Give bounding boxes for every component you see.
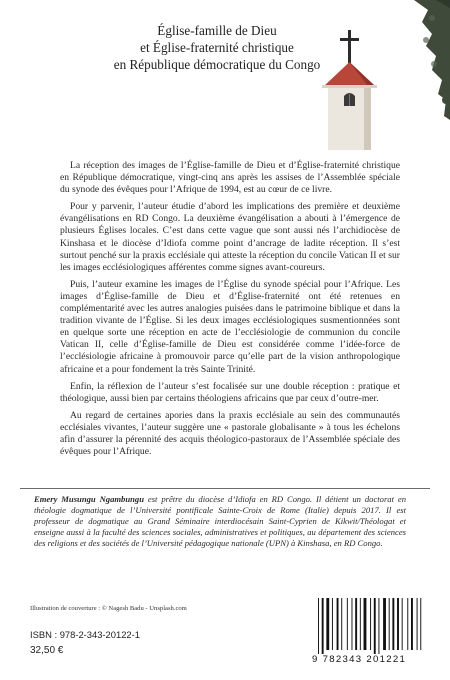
paragraph-2: Pour y parvenir, l’auteur étudie d’abord les implications des première et deuxième évangélisations en RD Congo. La deuxième évangélisation a abouti à l’émergence de plusieurs Églises locales. C’est dans cette vague que sont aussi nés l’archidiocèse de Kinshasa et le diocèse d’Idiofa comme point d’ancrage de ladite réception. Il s’est surtout penché sur la praxis ecclésiale qui atteste la réception du concile Vatican II et sur les images ecclésiologiques afférentes comme signes avant-coureurs.	[60, 201, 400, 273]
barcode-number: 9 782343 201221	[312, 654, 407, 665]
barcode-bar	[355, 598, 357, 650]
paragraph-1: La réception des images de l’Église-famille de Dieu et d’Église-fraternité christique en République démocratique, vingt-cinq ans après les assises de l’Assemblée spéciale du synode des évêques pour l’Afrique de 1994, est au cœur de ce livre.	[60, 160, 400, 196]
paragraph-5: Au regard de certaines apories dans la praxis ecclésiale au sein des communautés ecclésiales vivantes, l’auteur suggère une « pastorale globalisante » à tous les échelons afin d’assurer la pérennité des acquis théologico-pastoraux de l’Assemblée spéciale des évêques pour l’Afrique.	[60, 409, 400, 458]
illustration-credit: Illustration de couverture : © Nagesh Badu - Unsplash.com	[30, 605, 187, 612]
barcode-bar	[341, 598, 342, 650]
barcode-bar	[411, 598, 413, 650]
author-bio-text: est prêtre du diocèse d’Idiofa en RD Congo. Il détient un doctorat en théologie dogmatique de l’Université pontificale Sainte-Croix de Rome (Italie) depuis 2017. Il est professeur de dogmatique au Grand Séminaire interdiocésain Saint-Cyprien de Kikwit/Théologat et enseigne aussi à la faculté des sciences sociales, administratives et politiques, au département des sciences des religions et des sociétés de l’Université pédagogique nationale (UPN) à Kinshasa, en RD Congo.	[34, 494, 406, 548]
barcode-bar	[337, 598, 339, 650]
title-line-3: en République démocratique du Congo	[113, 57, 321, 72]
barcode-bar	[397, 598, 399, 650]
author-bio	[34, 494, 406, 549]
barcode-icon	[316, 598, 424, 654]
price: 32,50 €	[30, 645, 64, 656]
barcode-bar	[374, 598, 376, 654]
barcode-bar	[407, 598, 408, 650]
barcode-bar	[347, 598, 348, 650]
separator-line	[20, 488, 430, 489]
isbn: ISBN : 978-2-343-20122-1	[30, 629, 140, 640]
summary-text	[60, 160, 400, 463]
barcode-bar	[332, 598, 333, 650]
barcode-bar	[420, 598, 421, 650]
barcode-bar	[383, 598, 386, 650]
church-steeple-cross-icon	[286, 0, 450, 150]
barcode-bar	[360, 598, 361, 650]
barcode-bar	[322, 598, 324, 654]
barcode-bar	[326, 598, 329, 650]
paragraph-4: Enfin, la réflexion de l’auteur s’est focalisée sur une double réception : pratique et théologique, aussi bien par certains théologiens africains que par ceux d’outre-mer.	[60, 380, 400, 404]
barcode-bar	[370, 598, 371, 650]
barcode-bar	[392, 598, 394, 650]
title-line-2: et Église-fraternité christique	[140, 40, 294, 55]
author-name: Emery Musungu Ngambungu	[34, 494, 144, 504]
barcode-bar	[417, 598, 418, 650]
barcode-bar	[402, 598, 403, 650]
barcode-bar	[352, 598, 353, 650]
barcode	[310, 596, 428, 668]
title-line-1: Église-famille de Dieu	[157, 23, 277, 38]
barcode-bar	[318, 598, 319, 654]
barcode-bar	[364, 598, 367, 650]
barcode-bar	[389, 598, 390, 650]
paragraph-3: Puis, l’auteur examine les images de l’Église du synode spécial pour l’Afrique. Les images d’Église-famille de Dieu et d’Église-fraternité ont été retenues en complémentarité avec les autres analogies puisées dans le patrimoine biblique et dans la tradition vivante de l’Église. Si les deux images ecclésiologiques susmentionnées sont en quelque sorte une réception en acte de l’ecclésiologie de communion du concile Vatican II, celle d’Église-famille de Dieu est considérée comme l’idée-force de l’ecclésiologie africaine à promouvoir parce qu’elle part de la vision anthropologique africaine et a pour fondement la très Sainte Trinité.	[60, 278, 400, 375]
barcode-bar	[378, 598, 379, 654]
